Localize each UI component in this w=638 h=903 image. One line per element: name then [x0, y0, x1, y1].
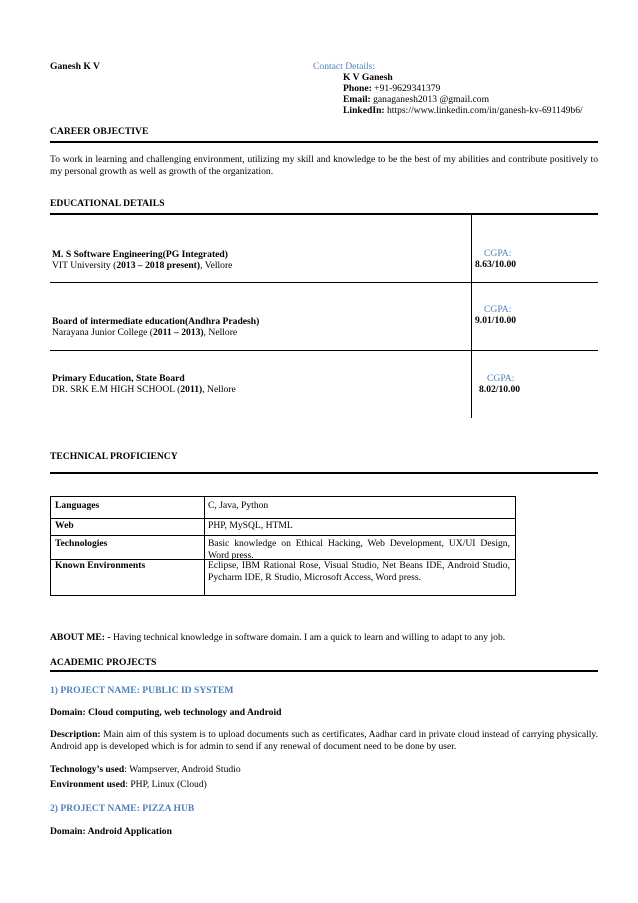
institution-name: DR. SRK E.M HIGH SCHOOL ( — [52, 384, 181, 395]
projects-heading: ACADEMIC PROJECTS — [50, 657, 157, 668]
linkedin-value[interactable]: https://www.linkedin.com/in/ganesh-kv-691149b6/ — [384, 105, 583, 116]
score-label: CGPA: — [484, 248, 512, 259]
project-description — [50, 729, 598, 753]
tech-value: PHP, MySQL, HTML — [208, 520, 293, 531]
section-rule — [50, 670, 598, 672]
tech-label: Known Environments — [55, 560, 146, 571]
about-label: ABOUT ME: - — [50, 632, 111, 643]
education-heading: EDUCATIONAL DETAILS — [50, 198, 165, 209]
education-years: 2013 – 2018 present) — [116, 260, 201, 271]
institution-city: , Nellore — [202, 384, 236, 395]
table-column-divider — [204, 497, 205, 595]
education-degree: Board of intermediate education(Andhra Pradesh) — [52, 316, 260, 327]
education-degree: M. S Software Engineering(PG Integrated) — [52, 249, 228, 260]
project-domain: Domain: Android Application — [50, 826, 172, 837]
project-technology — [50, 764, 241, 776]
technology-label: Technology’s used — [50, 764, 125, 775]
table-row — [51, 497, 515, 519]
project-title: 1) PROJECT NAME: PUBLIC ID SYSTEM — [50, 685, 234, 696]
email-value[interactable]: ganaganesh2013 @gmail.com — [370, 94, 490, 105]
tech-value: Eclipse, IBM Rational Rose, Visual Studio, Net Beans IDE, Android Studio, Pycharm IDE, R Studio, Microsoft Access, Word press. — [208, 560, 510, 583]
section-rule — [50, 213, 598, 215]
education-column-divider — [471, 215, 472, 418]
education-years: 2011) — [180, 384, 203, 395]
project-domain: Domain: Cloud computing, web technology and Android — [50, 707, 282, 718]
email-label: Email: — [343, 94, 371, 105]
institution-name: VIT University ( — [52, 260, 117, 271]
contact-name: K V Ganesh — [343, 72, 393, 83]
education-institution — [52, 384, 236, 396]
education-degree: Primary Education, State Board — [52, 373, 185, 384]
tech-label: Languages — [55, 500, 100, 511]
environment-label: Environment used — [50, 779, 126, 790]
score-value: 9.01/10.00 — [475, 315, 517, 326]
candidate-name: Ganesh K V — [50, 61, 100, 72]
about-text: Having technical knowledge in software domain. I am a quick to learn and willing to adapt to any job. — [110, 632, 506, 643]
contact-linkedin — [343, 105, 583, 117]
score-label: CGPA: — [487, 373, 515, 384]
tech-label: Technologies — [55, 538, 108, 549]
score-label: CGPA: — [484, 304, 512, 315]
section-rule — [50, 472, 598, 474]
education-institution — [52, 260, 232, 272]
score-value: 8.63/10.00 — [475, 259, 517, 270]
tech-value: Basic knowledge on Ethical Hacking, Web Development, UX/UI Design, Word press. — [208, 538, 510, 561]
technology-value: : Wampserver, Android Studio — [124, 764, 241, 775]
institution-city: , Vellore — [200, 260, 233, 271]
about-me — [50, 632, 505, 644]
education-row-divider — [50, 282, 598, 283]
institution-city: , Nellore — [203, 327, 238, 338]
contact-heading: Contact Details: — [313, 61, 376, 72]
project-title: 2) PROJECT NAME: PIZZA HUB — [50, 803, 195, 814]
section-rule — [50, 141, 598, 143]
description-label: Description: — [50, 729, 101, 740]
linkedin-label: LinkedIn: — [343, 105, 385, 116]
table-row — [51, 536, 515, 560]
project-environment — [50, 779, 207, 791]
institution-name: Narayana Junior College ( — [52, 327, 153, 338]
score-value: 8.02/10.00 — [479, 384, 521, 395]
technical-heading: TECHNICAL PROFICIENCY — [50, 451, 178, 462]
technical-table — [50, 496, 516, 596]
table-row — [51, 518, 515, 536]
description-text: Main aim of this system is to upload documents such as certificates, Aadhar card in private cloud instead of carrying physically. Android app is developed which is for admin to send if any renewal of document need to be done by user. — [50, 729, 598, 752]
career-text: To work in learning and challenging environment, utilizing my skill and knowledge to be the best of my abilities and contribute positively to my personal growth as well as growth of the organization. — [50, 154, 598, 177]
education-institution — [52, 327, 237, 339]
table-row — [51, 560, 515, 595]
environment-value: : PHP, Linux (Cloud) — [125, 779, 207, 790]
tech-value: C, Java, Python — [208, 500, 269, 511]
education-years: 2011 – 2013) — [152, 327, 204, 338]
education-row-divider — [50, 350, 598, 351]
phone-label: Phone: — [343, 83, 372, 94]
tech-label: Web — [55, 520, 74, 531]
phone-value: +91-9629341379 — [371, 83, 441, 94]
career-heading: CAREER OBJECTIVE — [50, 126, 149, 137]
